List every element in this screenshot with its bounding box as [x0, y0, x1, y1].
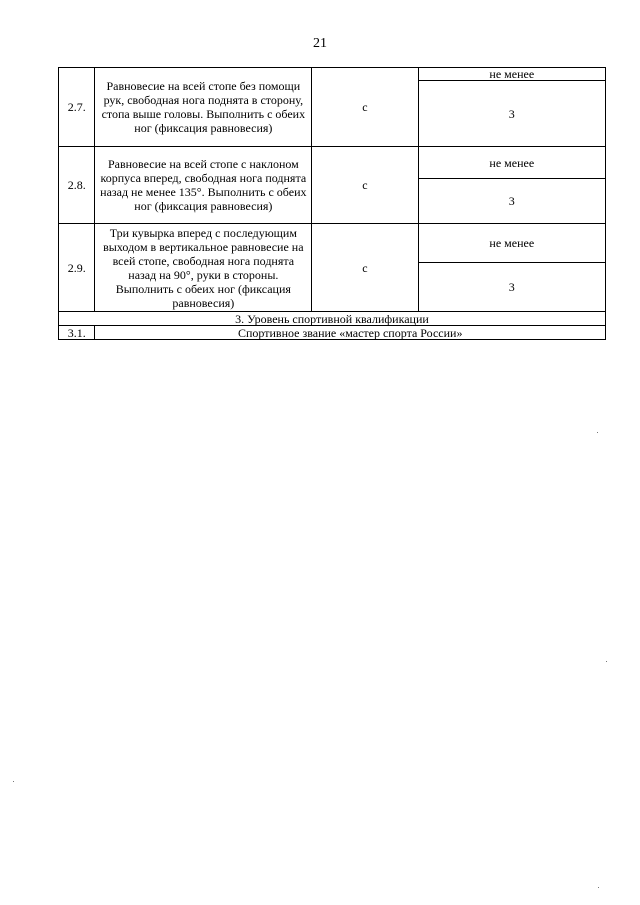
norm-value: 3 [418, 81, 605, 147]
scan-speck [13, 781, 14, 782]
row-number: 3.1. [59, 326, 95, 340]
section-heading-row [59, 312, 606, 326]
exercise-description: Равновесие на всей стопе с наклоном корпуса вперед, свободная нога поднята назад не менее 135°. Выполнить с обеих ног (фиксация равновесия) [95, 147, 312, 224]
scan-speck [597, 432, 598, 433]
section-title: 3. Уровень спортивной квалификации [59, 312, 606, 326]
norms-table [58, 67, 606, 340]
scan-speck [598, 887, 599, 888]
page-number: 21 [313, 36, 327, 51]
norm-label: не менее [418, 224, 605, 263]
table-row [59, 224, 606, 263]
norm-value: 3 [418, 179, 605, 224]
unit-cell: с [312, 224, 418, 312]
unit-cell: с [312, 68, 418, 147]
table-row [59, 68, 606, 81]
exercise-description: Равновесие на всей стопе без помощи рук, свободная нога поднята в сторону, стопа выше головы. Выполнить с обеих ног (фиксация равновесия) [95, 68, 312, 147]
row-number: 2.7. [59, 68, 95, 147]
norm-label: не менее [418, 68, 605, 81]
scan-speck [606, 661, 607, 662]
norm-value: 3 [418, 263, 605, 312]
row-number: 2.9. [59, 224, 95, 312]
exercise-description: Три кувырка вперед с последующим выходом в вертикальное равновесие на всей стопе, свободная нога поднята назад на 90°, руки в стороны. Выполнить с обеих ног (фиксация равновесия) [95, 224, 312, 312]
qualification-text: Спортивное звание «мастер спорта России» [95, 326, 606, 340]
norm-label: не менее [418, 147, 605, 179]
row-number: 2.8. [59, 147, 95, 224]
table-row [59, 147, 606, 179]
table-row [59, 326, 606, 340]
unit-cell: с [312, 147, 418, 224]
